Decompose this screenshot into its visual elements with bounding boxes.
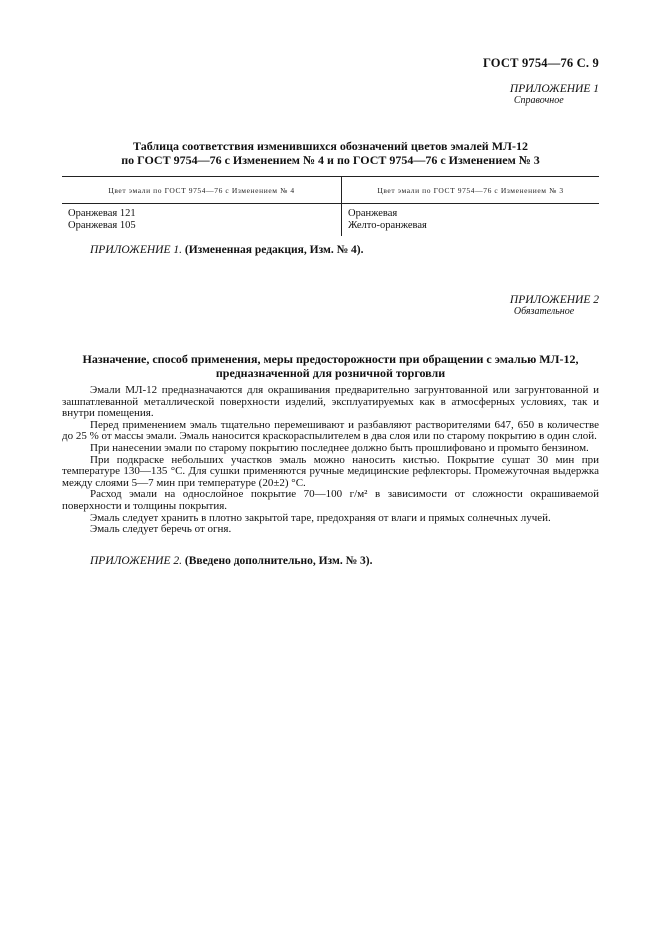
paragraph: Эмали МЛ-12 предназначаются для окрашивания предварительно загрунтованной или загрунтованной и зашпатлеванной металлической поверхности изделий, эксплуатируемых как в атмосферных условиях, так и внутри помещения. [62,384,599,420]
section-title [62,352,599,380]
paragraph: Эмаль следует беречь от огня. [90,523,232,536]
note-2-label: ПРИЛОЖЕНИЕ 2. [90,555,182,567]
cell-value: Оранжевая 121 [68,208,136,219]
cell-value: Оранжевая 105 [68,220,136,231]
note-1-label: ПРИЛОЖЕНИЕ 1. [90,244,182,256]
table-row [62,204,599,237]
section-title-line-1: Назначение, способ применения, меры предосторожности при обращении с эмалью МЛ-12, [82,352,579,366]
appendix-2-note [90,555,372,567]
column-header-izm3: Цвет эмали по ГОСТ 9754—76 с Изменением № 3 [342,177,600,204]
appendix-1-note [90,244,364,256]
appendix-2-subtitle: Обязательное [513,306,575,317]
section-body [62,385,599,536]
note-2-text: (Введено дополнительно, Изм. № 3). [184,555,373,567]
column-header-izm4: Цвет эмали по ГОСТ 9754—76 с Изменением № 4 [62,177,342,204]
paragraph: Эмаль следует хранить в плотно закрытой таре, предохраняя от влаги и прямых солнечных лучей. [90,511,551,524]
color-correspondence-table [62,176,599,236]
table-header-row [62,177,599,204]
note-1-text: (Измененная редакция, Изм. № 4). [184,244,364,256]
cell-value: Желто-оранжевая [348,220,427,231]
section-title-line-2: предназначенной для розничной торговли [215,366,446,380]
table-cell [342,204,600,237]
appendix-1-title: ПРИЛОЖЕНИЕ 1 [509,83,599,95]
paragraph: При нанесении эмали по старому покрытию последнее должно быть прошлифовано и промыто бензином. [90,441,589,454]
table-title-line-1: Таблица соответствия изменившихся обозначений цветов эмалей МЛ-12 [133,139,528,153]
appendix-1-heading [510,83,599,107]
paragraph: Расход эмали на однослойное покрытие 70—100 г/м² в зависимости от сложности окрашиваемой поверхности и толщины покрытия. [62,488,599,512]
appendix-2-heading [510,294,599,318]
appendix-2-title: ПРИЛОЖЕНИЕ 2 [509,294,599,306]
table-title-line-2: по ГОСТ 9754—76 с Изменением № 4 и по ГОСТ 9754—76 с Изменением № 3 [121,153,540,167]
page-header: ГОСТ 9754—76 С. 9 [482,56,599,70]
appendix-1-subtitle: Справочное [513,95,564,106]
table-title [62,139,599,167]
paragraph: Перед применением эмаль тщательно перемешивают и разбавляют растворителями 647, 650 в количестве до 25 % от массы эмали. Эмаль наносится краскораспылителем в два слоя или по старому покрытию в один слой. [62,418,599,443]
cell-value: Оранжевая [348,208,398,219]
paragraph: При подкраске небольших участков эмаль можно наносить кистью. Покрытие сушат 30 мин при температуре 130—135 °С. Для сушки применяются ручные медицинские рефлекторы. Промежуточная выдержка между слоями 5—7 мин при температуре (20±2) °С. [62,453,599,489]
table-cell [62,204,342,237]
